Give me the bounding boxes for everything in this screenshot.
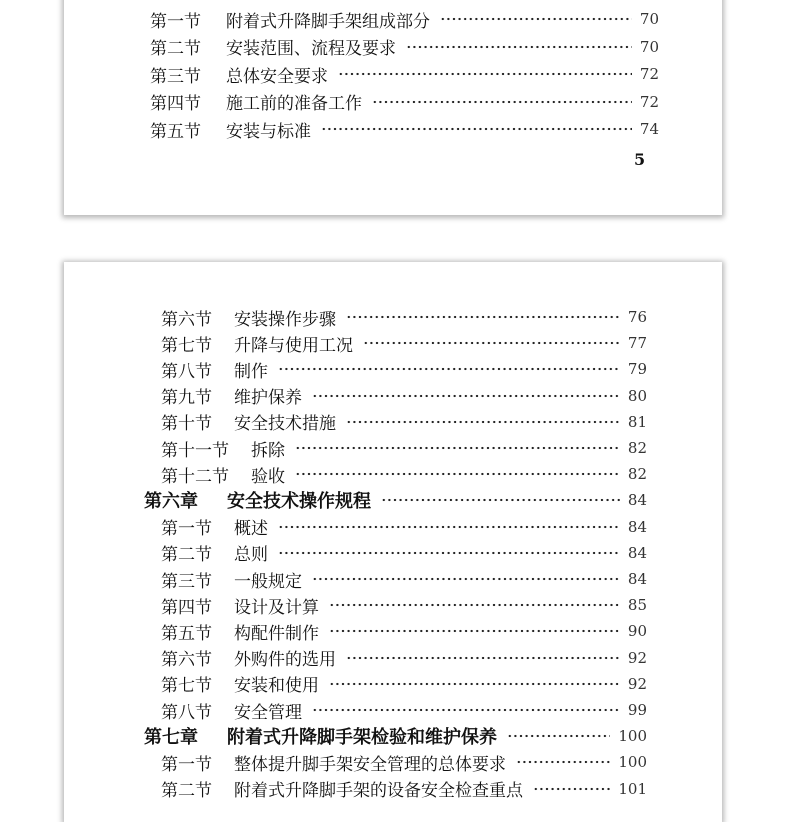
toc-section-entry (161, 384, 647, 408)
entry-page-number: 72 (639, 92, 659, 111)
page-number: 5 (634, 150, 646, 169)
entry-title: 设计及计算 (234, 597, 319, 618)
entry-page-number: 70 (639, 10, 659, 28)
toc-section-entry (161, 541, 647, 565)
toc-section-entry (161, 305, 647, 329)
entry-page-number: 84 (627, 543, 647, 562)
dot-leader (346, 315, 620, 319)
toc-section-entry (150, 7, 659, 31)
dot-leader (278, 551, 620, 555)
entry-label: 第七节 (161, 676, 212, 697)
entry-title: 安装与标准 (226, 121, 311, 142)
toc-section-entry (161, 698, 647, 722)
entry-title: 构配件制作 (234, 623, 319, 644)
dot-leader (278, 525, 620, 529)
toc-section-entry (161, 619, 647, 643)
dot-leader (329, 603, 620, 607)
entry-page-number: 92 (627, 674, 647, 693)
entry-title: 拆除 (251, 440, 285, 461)
toc-section-entry (161, 646, 647, 670)
entry-title: 附着式升降脚手架检验和维护保养 (227, 727, 497, 749)
entry-title: 整体提升脚手架安全管理的总体要求 (234, 754, 506, 775)
dot-leader (321, 127, 632, 131)
entry-title: 升降与使用工况 (234, 335, 353, 356)
entry-title: 附着式升降脚手架的设备安全检查重点 (234, 781, 523, 802)
entry-label: 第三节 (161, 571, 212, 592)
entry-label: 第十节 (161, 414, 212, 435)
toc-section-entry (150, 117, 659, 141)
entry-title: 总体安全要求 (226, 66, 328, 87)
toc-section-entry (161, 410, 647, 434)
entry-title: 安全技术措施 (234, 414, 336, 435)
entry-title: 概述 (234, 519, 268, 540)
entry-label: 第六节 (161, 650, 212, 671)
dot-leader (295, 472, 620, 476)
entry-page-number: 100 (618, 727, 647, 746)
entry-label: 第二节 (161, 781, 212, 802)
entry-label: 第四节 (150, 94, 201, 115)
entry-title: 外购件的选用 (234, 650, 336, 671)
entry-title: 制作 (234, 361, 268, 382)
toc-chapter-entry (144, 488, 647, 512)
entry-title: 安全管理 (234, 702, 302, 723)
entry-page-number: 101 (618, 779, 647, 798)
entry-page-number: 82 (627, 465, 647, 484)
dot-leader (338, 72, 632, 76)
entry-label: 第一节 (161, 754, 212, 775)
entry-title: 安装范围、流程及要求 (226, 39, 396, 60)
entry-label: 第十一节 (161, 440, 229, 461)
toc-page-1 (64, 0, 722, 215)
entry-title: 安装操作步骤 (234, 309, 336, 330)
entry-title: 施工前的准备工作 (226, 94, 362, 115)
toc-page-2 (64, 262, 722, 822)
entry-page-number: 90 (627, 622, 647, 641)
toc-section-entry (161, 462, 647, 486)
entry-page-number: 82 (627, 439, 647, 457)
entry-page-number: 84 (627, 517, 647, 536)
dot-leader (406, 45, 632, 49)
dot-leader (312, 394, 620, 398)
entry-label: 第七节 (161, 335, 212, 356)
entry-title: 安全技术操作规程 (227, 491, 371, 513)
entry-label: 第九节 (161, 388, 212, 409)
entry-label: 第三节 (150, 66, 201, 87)
dot-leader (516, 760, 610, 764)
toc-section-entry (161, 515, 647, 539)
entry-label: 第八节 (161, 702, 212, 723)
dot-leader (363, 341, 620, 345)
entry-label: 第二节 (150, 39, 201, 60)
dot-leader (507, 734, 610, 738)
dot-leader (329, 629, 620, 633)
entry-page-number: 72 (639, 65, 659, 84)
entry-label: 第五节 (150, 121, 201, 142)
dot-leader (381, 498, 620, 502)
entry-label: 第一节 (161, 519, 212, 540)
dot-leader (295, 446, 620, 450)
dot-leader (312, 708, 620, 712)
dot-leader (329, 682, 620, 686)
entry-page-number: 84 (627, 570, 647, 588)
entry-label: 第八节 (161, 361, 212, 382)
toc-chapter-entry (144, 724, 647, 748)
toc-section-entry (150, 90, 659, 114)
entry-page-number: 100 (618, 753, 647, 772)
entry-page-number: 85 (627, 596, 647, 615)
toc-section-entry (150, 62, 659, 86)
dot-leader (278, 367, 620, 371)
entry-label: 第六节 (161, 309, 212, 330)
toc-section-entry (161, 567, 647, 591)
entry-label: 第五节 (161, 623, 212, 644)
entry-title: 一般规定 (234, 571, 302, 592)
entry-page-number: 79 (627, 360, 647, 379)
entry-page-number: 80 (627, 386, 647, 405)
toc-section-entry (161, 750, 647, 774)
toc-section-entry (161, 436, 647, 460)
entry-page-number: 77 (627, 334, 647, 353)
entry-label: 第二节 (161, 545, 212, 566)
entry-title: 验收 (251, 466, 285, 487)
entry-page-number: 92 (627, 648, 647, 667)
entry-title: 附着式升降脚手架组成部分 (226, 11, 430, 32)
entry-label: 第一节 (150, 11, 201, 32)
toc-section-entry (161, 672, 647, 696)
entry-page-number: 84 (627, 491, 647, 510)
entry-title: 安装和使用 (234, 676, 319, 697)
entry-label: 第六章 (144, 491, 198, 513)
dot-leader (346, 420, 620, 424)
entry-page-number: 76 (627, 308, 647, 326)
entry-page-number: 99 (627, 701, 647, 719)
entry-label: 第十二节 (161, 466, 229, 487)
entry-label: 第七章 (144, 727, 198, 749)
entry-page-number: 74 (639, 120, 659, 139)
entry-label: 第四节 (161, 597, 212, 618)
entry-page-number: 70 (639, 37, 659, 56)
entry-title: 总则 (234, 545, 268, 566)
dot-leader (440, 17, 632, 21)
toc-section-entry (161, 593, 647, 617)
entry-page-number: 81 (627, 412, 647, 431)
toc-section-entry (161, 357, 647, 381)
entry-title: 维护保养 (234, 388, 302, 409)
toc-section-entry (150, 35, 659, 59)
dot-leader (312, 577, 620, 581)
dot-leader (372, 100, 632, 104)
dot-leader (346, 656, 620, 660)
toc-section-entry (161, 331, 647, 355)
toc-section-entry (161, 777, 647, 801)
